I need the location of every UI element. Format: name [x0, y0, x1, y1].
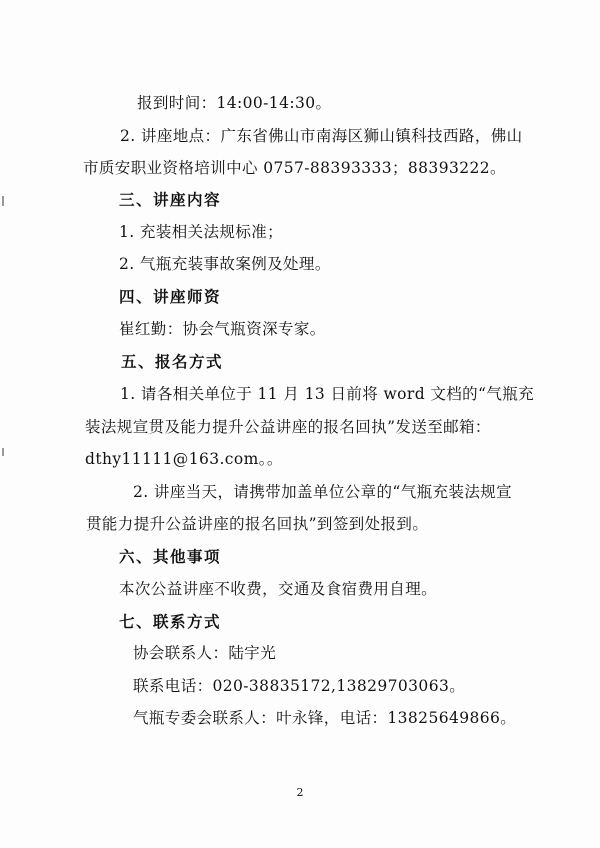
- other-matters-line: 本次公益讲座不收费，交通及食宿费用自理。: [119, 580, 438, 598]
- section-heading-registration: 五、报名方式: [121, 353, 224, 371]
- registration-time-line: 报到时间：14:00-14:30。: [137, 94, 332, 112]
- registration-item-2: 2. 讲座当天，请携带加盖单位公章的“气瓶充装法规宣: [133, 483, 513, 501]
- page-number: 2: [296, 786, 304, 799]
- content-item-2: 2. 气瓶充装事故案例及处理。: [119, 255, 331, 273]
- content-item-1: 1. 充装相关法规标准；: [119, 223, 284, 241]
- contact-phone-line: 联系电话：020-38835172,13829703063。: [133, 677, 466, 695]
- lecturer-line: 崔红勤：协会气瓶资深专家。: [119, 320, 326, 338]
- section-heading-lecturer: 四、讲座师资: [119, 288, 222, 306]
- association-contact-line: 协会联系人：陆宇光: [133, 644, 277, 662]
- section-heading-contact: 七、联系方式: [119, 613, 222, 631]
- venue-continuation-line: 市质安职业资格培训中心 0757-88393333；88393222。: [83, 159, 506, 177]
- registration-item-1: 1. 请各相关单位于 11 月 13 日前将 word 文档的“气瓶充: [120, 385, 535, 403]
- registration-item-1-continued: 装法规宣贯及能力提升公益讲座的报名回执”发送至邮箱：: [85, 418, 491, 436]
- registration-email-line: dthy11111@163.com。。: [85, 450, 283, 468]
- section-heading-lecture-content: 三、讲座内容: [119, 191, 222, 209]
- scan-edge-mark: [2, 196, 4, 206]
- section-heading-other-matters: 六、其他事项: [119, 548, 222, 566]
- scan-edge-mark: [2, 448, 4, 456]
- registration-item-2-continued: 贯能力提升公益讲座的报名回执”到签到处报到。: [86, 515, 429, 533]
- committee-contact-line: 气瓶专委会联系人：叶永锋，电话：13825649866。: [133, 709, 517, 727]
- venue-line: 2. 讲座地点：广东省佛山市南海区狮山镇科技西路，佛山: [120, 127, 523, 145]
